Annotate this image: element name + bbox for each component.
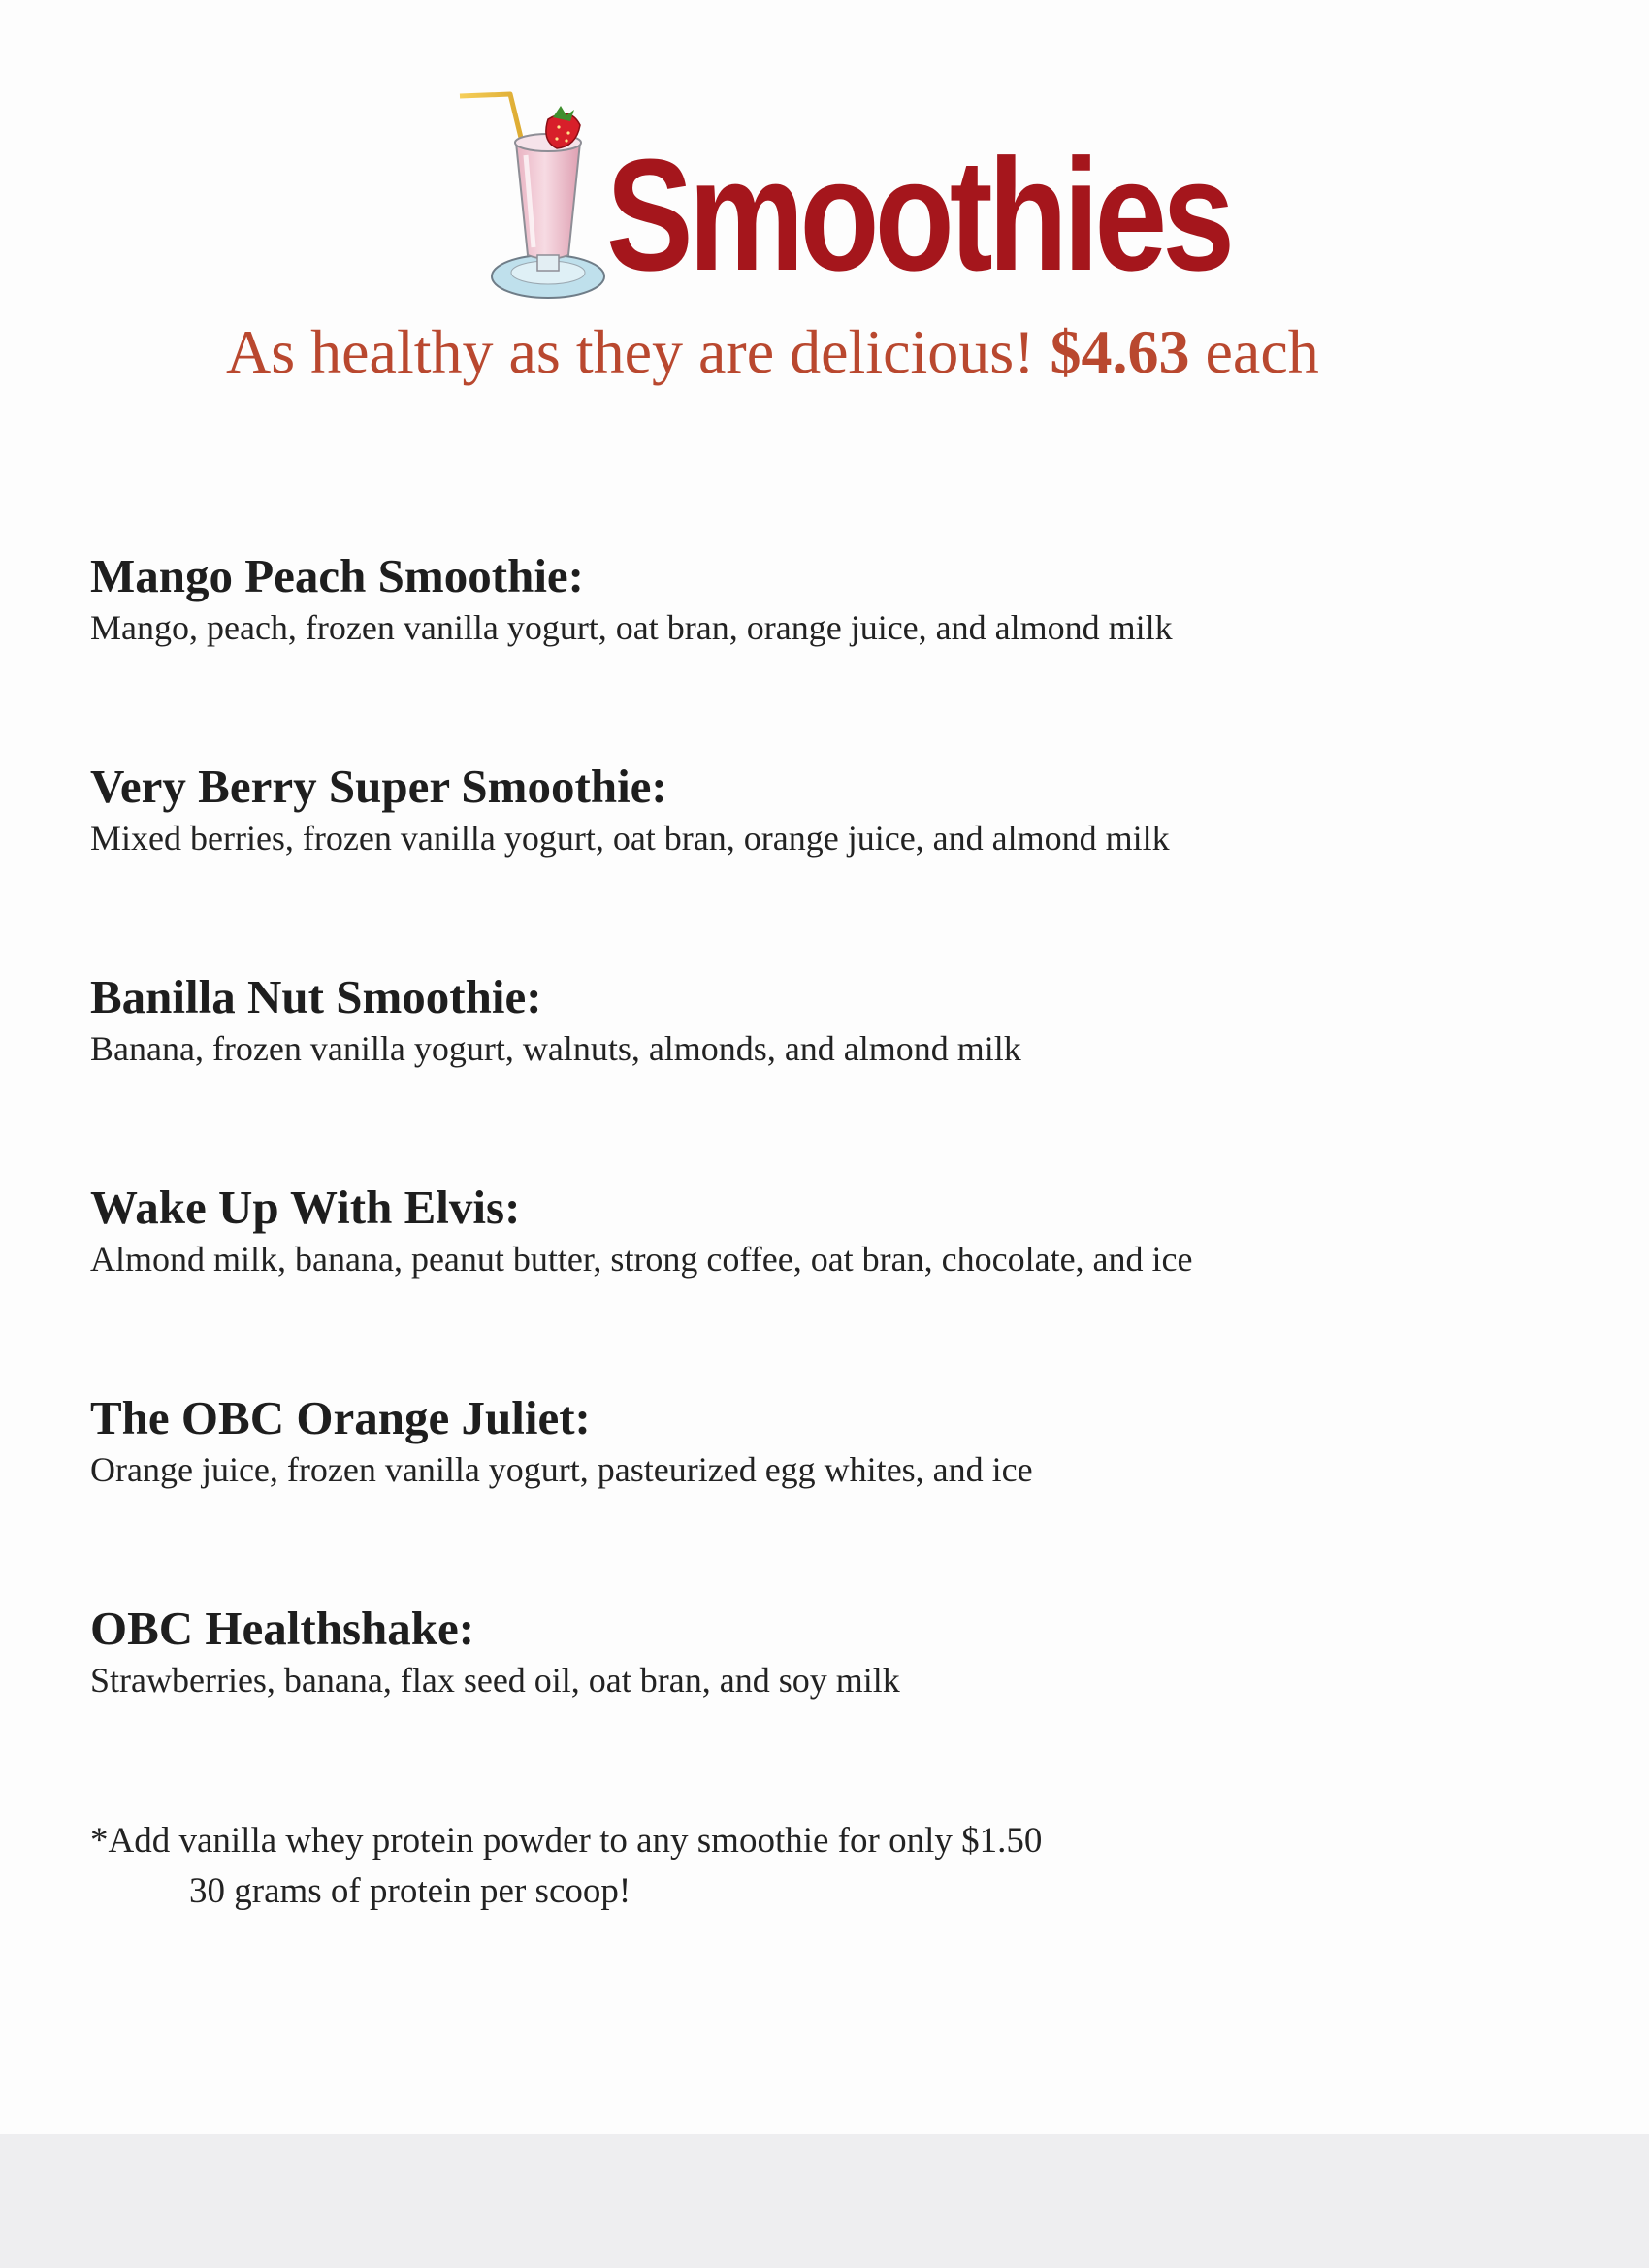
menu-item-very-berry xyxy=(90,759,1545,969)
item-ingredients: Strawberries, banana, flax seed oil, oat bran, and soy milk xyxy=(90,1660,900,1700)
protein-note-line: *Add vanilla whey protein powder to any smoothie for only $1.50 xyxy=(90,1821,1043,1861)
protein-note xyxy=(90,1816,1042,1917)
page-title: Smoothies xyxy=(606,126,1231,304)
menu-item-wake-up-elvis xyxy=(90,1180,1545,1390)
item-name: Very Berry Super Smoothie: xyxy=(90,760,667,813)
menu-item-mango-peach xyxy=(90,548,1545,759)
menu-list xyxy=(90,548,1545,1811)
menu-item-healthshake xyxy=(90,1601,1545,1811)
item-ingredients: Almond milk, banana, peanut butter, strong coffee, oat bran, chocolate, and ice xyxy=(90,1239,1193,1279)
item-name: OBC Healthshake: xyxy=(90,1602,475,1655)
item-ingredients: Orange juice, frozen vanilla yogurt, pasteurized egg whites, and ice xyxy=(90,1449,1033,1489)
tagline xyxy=(226,318,1319,386)
item-ingredients: Banana, frozen vanilla yogurt, walnuts, almonds, and almond milk xyxy=(90,1028,1021,1068)
scan-margin xyxy=(0,2134,1649,2268)
tagline-text: As healthy as they are delicious! xyxy=(226,317,1051,386)
item-ingredients: Mixed berries, frozen vanilla yogurt, oat bran, orange juice, and almond milk xyxy=(90,818,1170,858)
item-name: Wake Up With Elvis: xyxy=(90,1181,521,1234)
item-name: The OBC Orange Juliet: xyxy=(90,1391,591,1444)
item-name: Banilla Nut Smoothie: xyxy=(90,970,542,1023)
price: $4.63 xyxy=(1050,317,1190,386)
item-ingredients: Mango, peach, frozen vanilla yogurt, oat bran, orange juice, and almond milk xyxy=(90,607,1173,647)
price-suffix: each xyxy=(1189,317,1319,386)
protein-note-subline: 30 grams of protein per scoop! xyxy=(189,1870,631,1911)
menu-item-banilla-nut xyxy=(90,969,1545,1180)
smoothie-glass-icon xyxy=(456,82,616,310)
menu-item-orange-juliet xyxy=(90,1390,1545,1601)
item-name: Mango Peach Smoothie: xyxy=(90,549,584,602)
